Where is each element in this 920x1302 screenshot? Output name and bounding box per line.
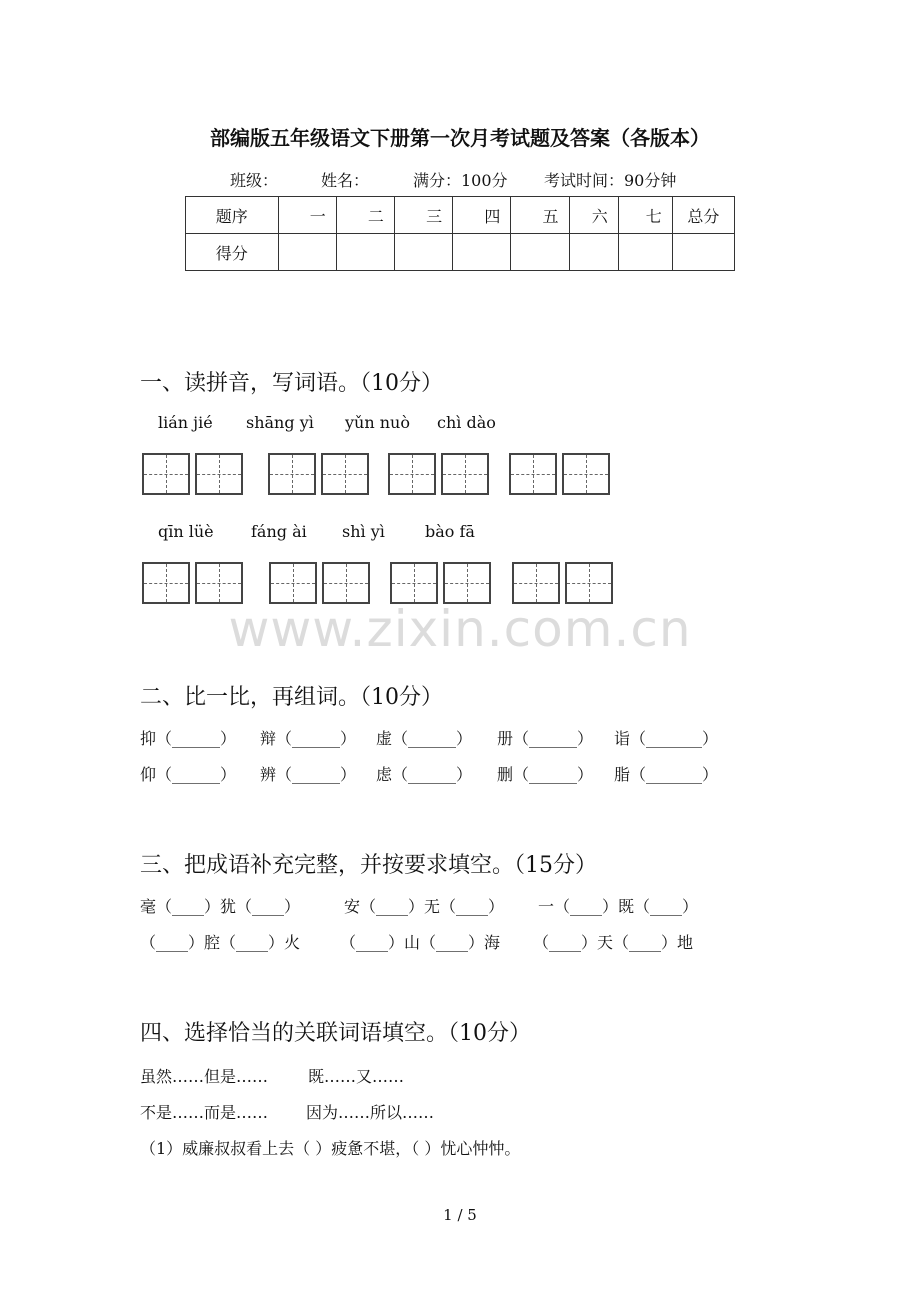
score-cell[interactable] (618, 234, 672, 271)
conjunction-options-2 (0, 1100, 920, 1120)
writing-box[interactable] (195, 562, 243, 604)
idiom-item: （____）天（____）地 (533, 933, 694, 952)
row-label: 得分 (186, 234, 279, 271)
conjunction-option: 虽然……但是…… (140, 1067, 269, 1086)
conjunction-option: 不是……而是…… (140, 1103, 269, 1122)
idiom-row-2 (0, 930, 920, 950)
compare-item: 虑（______） (376, 765, 473, 784)
pinyin: yǔn nuò (345, 413, 410, 432)
writing-box[interactable] (269, 562, 317, 604)
score-table (185, 196, 735, 271)
pinyin: shì yì (342, 522, 385, 541)
score-cell[interactable] (672, 234, 734, 271)
header-cell: 一 (278, 197, 336, 234)
header-cell: 二 (336, 197, 394, 234)
section3-title: 三、把成语补充完整，并按要求填空。（15分） (140, 853, 597, 878)
idiom-item: 毫（____）犹（____） (140, 897, 301, 916)
compare-item: 删（______） (497, 765, 594, 784)
pinyin: bào fā (425, 522, 475, 541)
writing-box[interactable] (441, 453, 489, 495)
writing-box[interactable] (512, 562, 560, 604)
writing-box[interactable] (322, 562, 370, 604)
score-cell[interactable] (278, 234, 336, 271)
conjunction-options-1 (0, 1064, 920, 1084)
pinyin: qīn lüè (158, 522, 214, 541)
writing-box[interactable] (195, 453, 243, 495)
score-table-header-row (186, 197, 735, 234)
score-cell[interactable] (453, 234, 511, 271)
pinyin: shāng yì (246, 413, 314, 432)
idiom-item: （____）腔（____）火 (140, 933, 301, 952)
header-cell: 六 (569, 197, 618, 234)
writing-box[interactable] (268, 453, 316, 495)
compare-row-1 (0, 726, 920, 746)
class-label: 班级： (230, 171, 279, 190)
pinyin: chì dào (437, 413, 496, 432)
compare-item: 册（______） (497, 729, 594, 748)
pinyin: lián jié (158, 413, 213, 432)
section1-title: 一、读拼音，写词语。（10分） (140, 371, 443, 396)
idiom-item: 一（____）既（____） (538, 897, 699, 916)
compare-item: 辩（______） (260, 729, 357, 748)
pinyin-row-1 (0, 413, 920, 433)
idiom-item: 安（____）无（____） (344, 897, 505, 916)
conjunction-option: 因为……所以…… (306, 1103, 435, 1122)
writing-box[interactable] (565, 562, 613, 604)
page-number: 1 / 5 (443, 1206, 477, 1224)
compare-item: 诣（_______） (614, 729, 719, 748)
compare-item: 辨（______） (260, 765, 357, 784)
writing-box[interactable] (562, 453, 610, 495)
score-table-row (186, 234, 735, 271)
conjunction-option: 既……又…… (308, 1067, 405, 1086)
writing-box[interactable] (443, 562, 491, 604)
compare-item: 仰（______） (140, 765, 237, 784)
watermark: www.zixin.com.cn (228, 600, 692, 658)
compare-item: 虚（______） (376, 729, 473, 748)
header-cell: 七 (618, 197, 672, 234)
compare-row-2 (0, 762, 920, 782)
score-cell[interactable] (394, 234, 452, 271)
full-score: 满分：100分 (413, 171, 508, 190)
header-cell: 题序 (186, 197, 279, 234)
header-cell: 四 (453, 197, 511, 234)
header-cell: 三 (394, 197, 452, 234)
writing-box[interactable] (142, 562, 190, 604)
writing-box[interactable] (388, 453, 436, 495)
idiom-row-1 (0, 894, 920, 914)
question-1: （1）威廉叔叔看上去（ ）疲惫不堪，（ ）忧心忡忡。 (140, 1139, 521, 1158)
writing-box[interactable] (390, 562, 438, 604)
score-cell[interactable] (569, 234, 618, 271)
page-title: 部编版五年级语文下册第一次月考试题及答案（各版本） (210, 126, 710, 150)
pinyin: fáng ài (251, 522, 307, 541)
writing-box[interactable] (321, 453, 369, 495)
writing-box[interactable] (142, 453, 190, 495)
score-cell[interactable] (511, 234, 569, 271)
name-label: 姓名： (321, 171, 370, 190)
writing-box[interactable] (509, 453, 557, 495)
compare-item: 脂（_______） (614, 765, 719, 784)
pinyin-row-2 (0, 522, 920, 542)
compare-item: 抑（______） (140, 729, 237, 748)
score-cell[interactable] (336, 234, 394, 271)
section4-title: 四、选择恰当的关联词语填空。（10分） (140, 1021, 531, 1046)
exam-time: 考试时间：90分钟 (544, 171, 677, 190)
header-cell: 五 (511, 197, 569, 234)
section2-title: 二、比一比，再组词。（10分） (140, 685, 443, 710)
header-cell: 总分 (672, 197, 734, 234)
idiom-item: （____）山（____）海 (340, 933, 501, 952)
